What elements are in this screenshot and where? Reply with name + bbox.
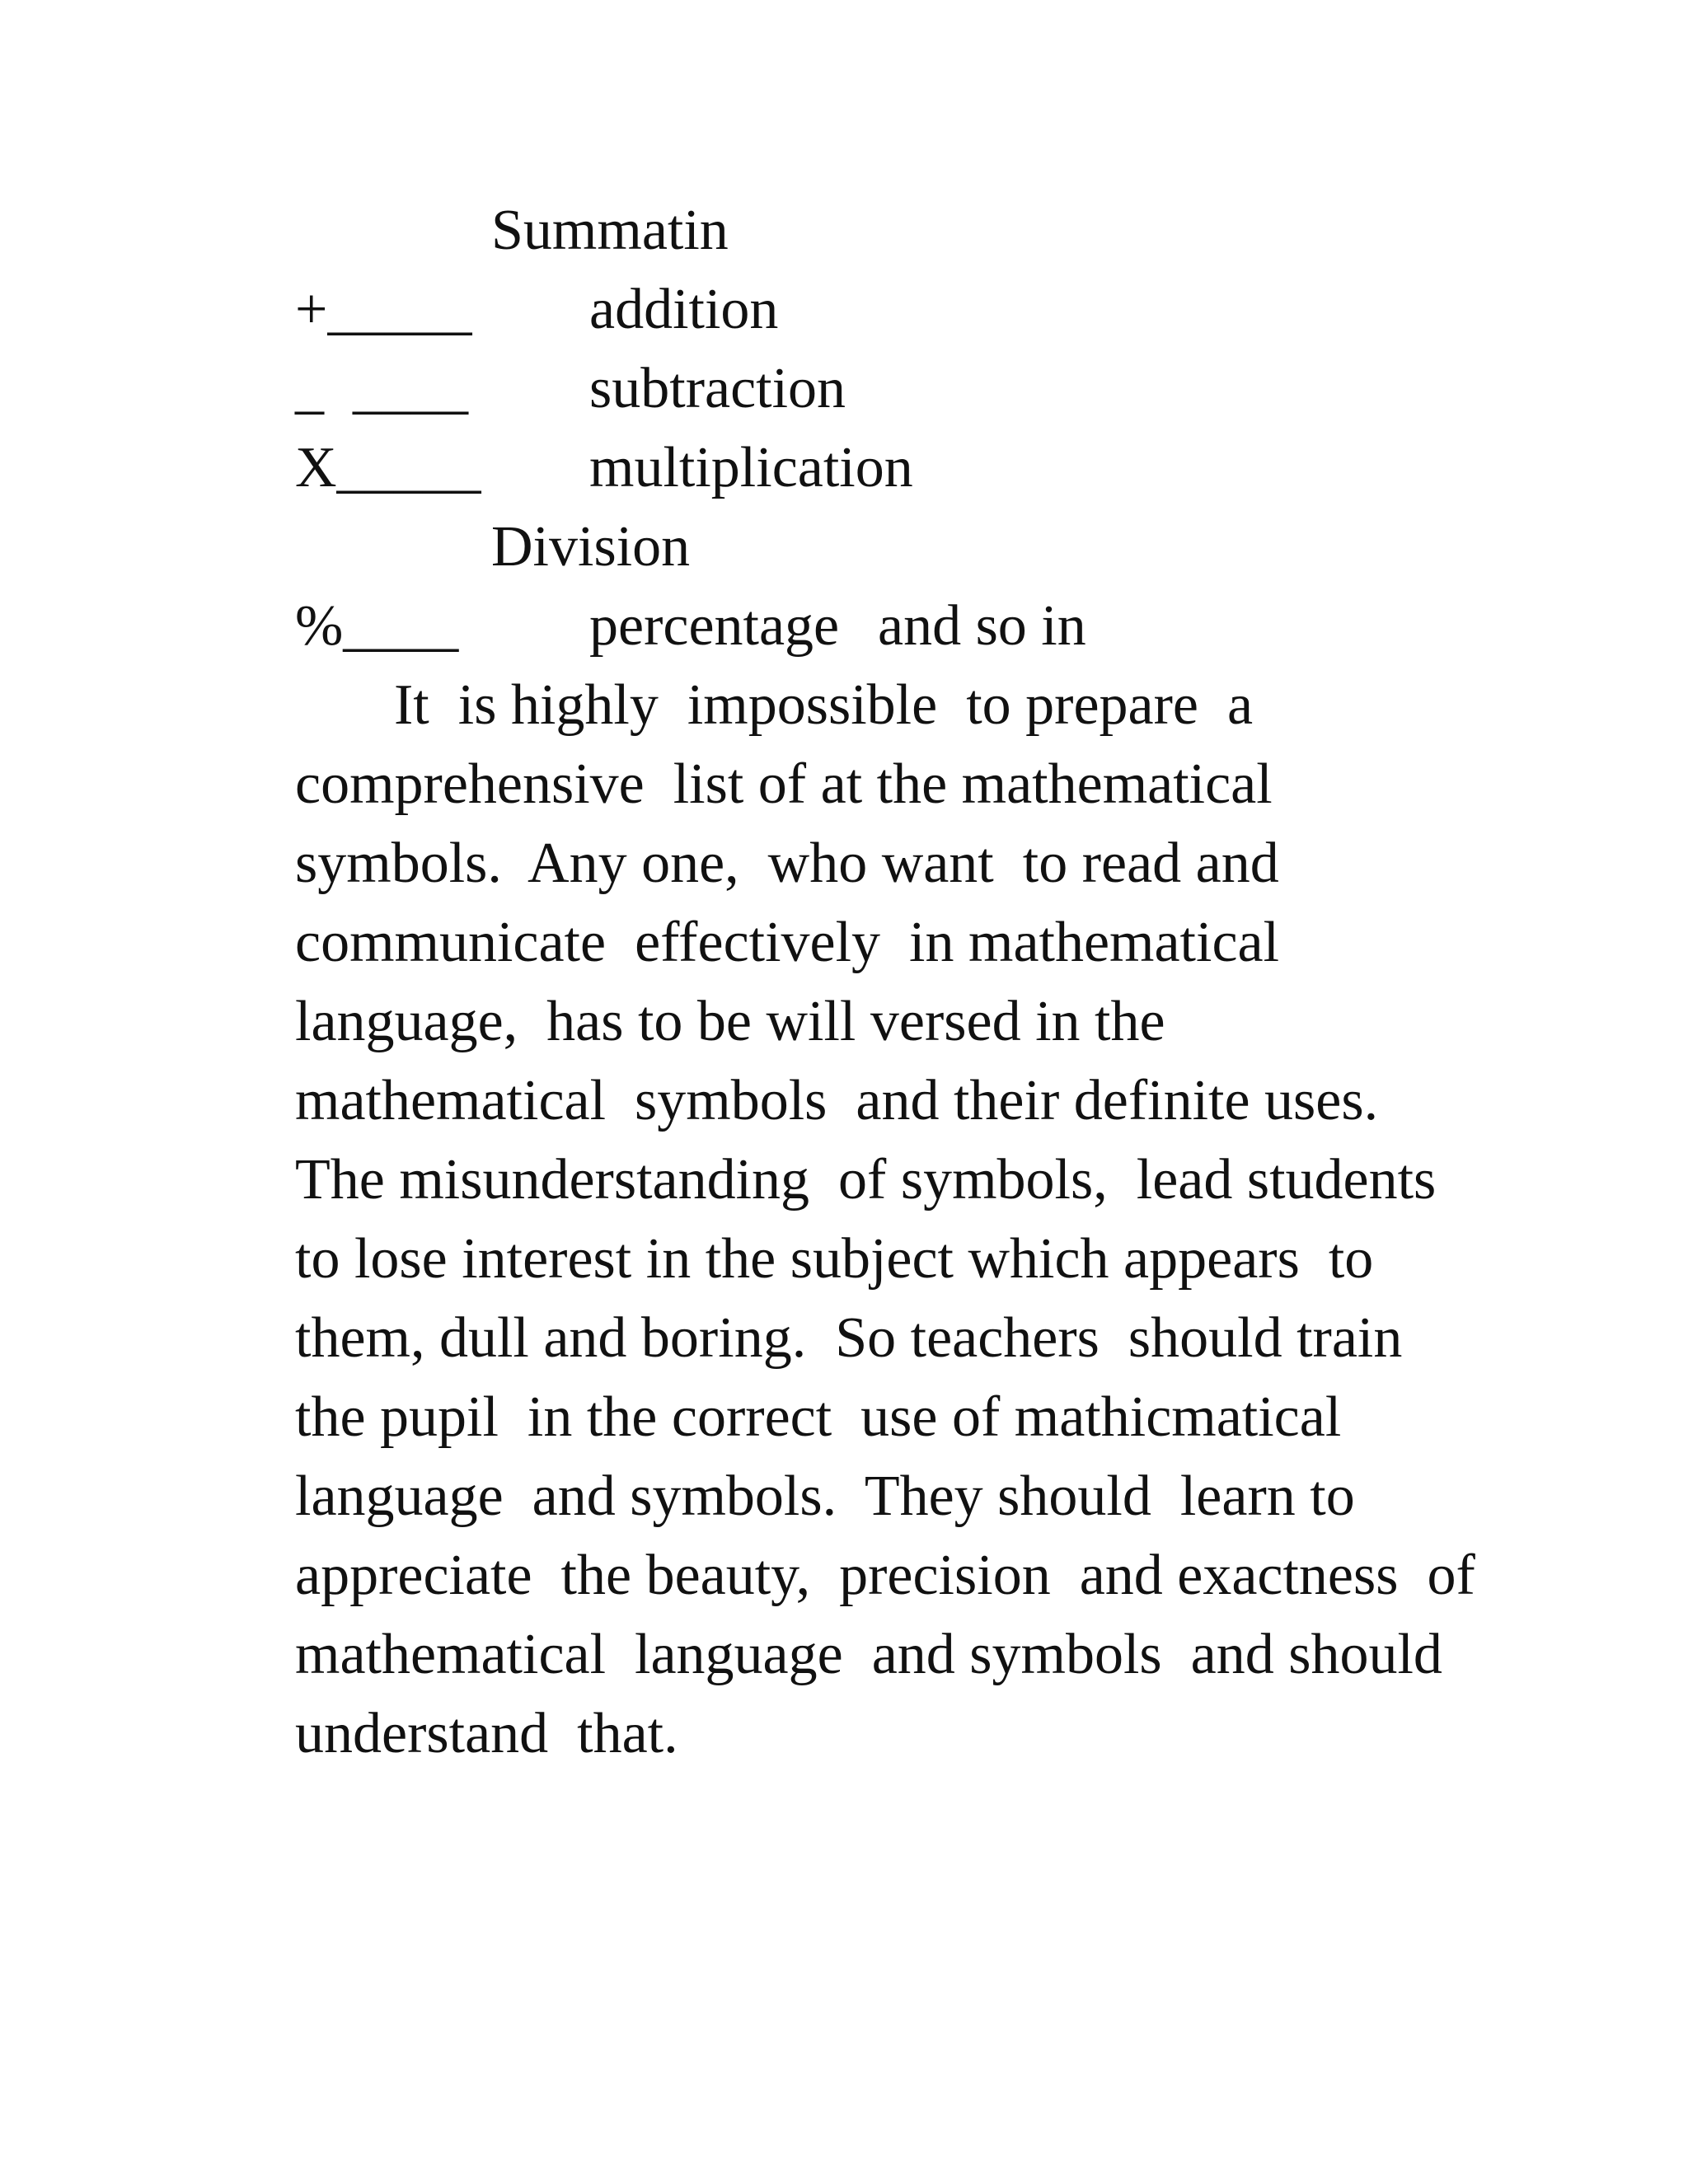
paragraph-line: them, dull and boring. So teachers should train [295,1306,1403,1370]
paragraph-line: understand that. [295,1702,678,1765]
paragraph-line: language, has to be will versed in the [295,990,1165,1053]
paragraph-line: appreciate the beauty, precision and exactness of [295,1544,1475,1607]
paragraph-line: the pupil in the correct use of mathicmatical [295,1385,1342,1449]
symbol-minus: _ ____ [295,357,468,420]
symbol-percent: %____ [295,594,459,658]
symbol-plus: +_____ [295,278,472,341]
paragraph-line: mathematical symbols and their definite uses. [295,1069,1379,1132]
paragraph-line: It is highly impossible to prepare a [394,673,1254,737]
paragraph-line: mathematical language and symbols and should [295,1623,1442,1686]
term-percentage: percentage [589,594,840,658]
paragraph-line: symbols. Any one, who want to read and [295,832,1279,895]
term-subtraction: subtraction [589,357,846,420]
trailing-note: and so in [878,594,1086,658]
heading-summation: Summatin [491,199,729,262]
paragraph-line: comprehensive list of at the mathematical [295,752,1273,816]
paragraph-line: The misunderstanding of symbols, lead students [295,1148,1437,1212]
paragraph-line: communicate effectively in mathematical [295,911,1280,974]
paragraph-line: language and symbols. They should learn to [295,1465,1355,1528]
heading-division: Division [491,515,691,579]
paragraph-line: to lose interest in the subject which appears to [295,1227,1374,1291]
symbol-times: X_____ [295,436,481,499]
term-addition: addition [589,278,779,341]
term-multiplication: multiplication [589,436,913,499]
